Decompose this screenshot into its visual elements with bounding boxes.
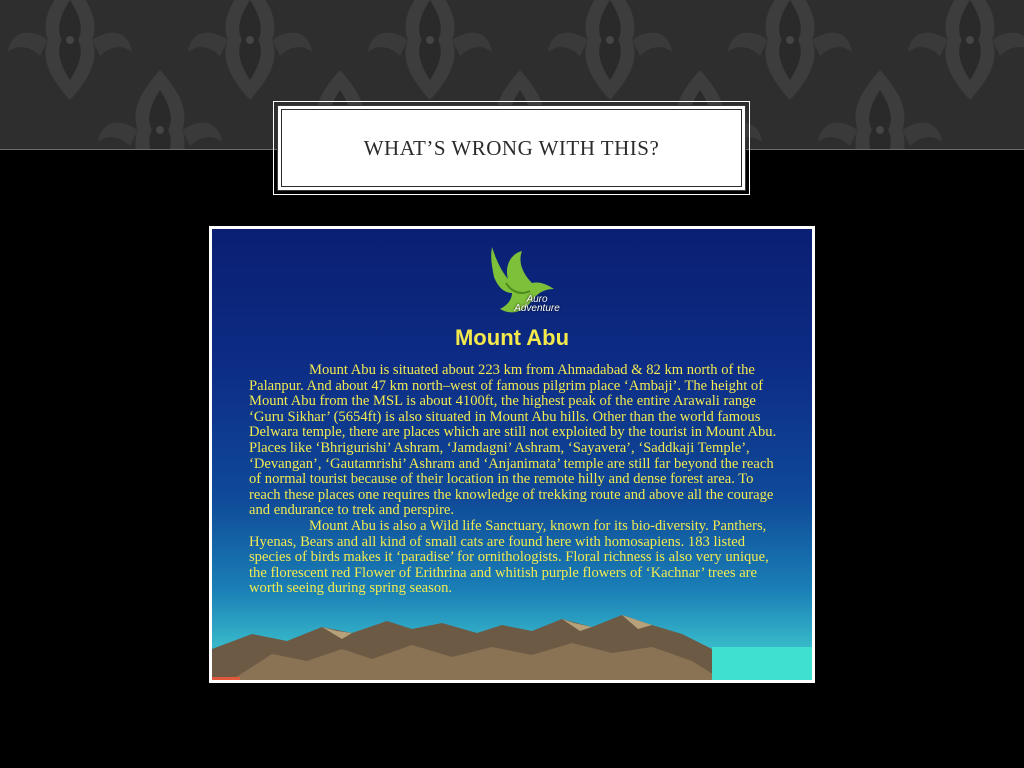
logo-text-line2: Adventure [514, 303, 560, 314]
slide-title: WHAT’S WRONG WITH THIS? [363, 135, 660, 160]
corner-marker [212, 677, 240, 680]
logo-text-line1: Auro [526, 294, 548, 305]
screenshot-heading: Mount Abu [454, 325, 570, 350]
title-box-inner-border [281, 109, 742, 187]
embedded-screenshot [212, 229, 812, 680]
logo-text [502, 295, 572, 313]
title-box [277, 105, 746, 191]
screenshot-body-text [249, 363, 787, 597]
paragraph-1: Mount Abu is situated about 223 km from Ahmadabad & 82 km north of the Palanpur. And about 47 km north–west of famous pilgrim place ‘Ambaji’. The height of Mount Abu from the MSL is about 4100ft, the highest peak of the entire Arawali range ‘Guru Sikhar’ (5654ft) is also situated in Mount Abu hills. Other than the world famous Delwara temple, there are places which are still not exploited by the tourist in Mount Abu. Places like ‘Bhrigurishi’ Ashram, ‘Jamdagni’ Ashram, ‘Sayavera’, ‘Saddkaji Temple’, ‘Devangan’, ‘Gautamrishi’ Ashram and ‘Anjanimata’ temple are still far beyond the reach of normal tourist because of their location in the remote hilly and dense forest area. To reach these places one requires the knowledge of trekking route and above all the courage and endurance to trek and perspire. [249, 362, 777, 519]
paragraph-2: Mount Abu is also a Wild life Sanctuary, known for its bio-diversity. Panthers, Hyenas, Bears and all kind of small cats are found here with homosapiens. 183 listed species of birds makes it ‘paradise’ for ornithologists. Floral richness is also very unique, the florescent red Flower of Erithrina and whitish purple flowers of ‘Kachnar’ trees are worth seeing during spring season. [249, 517, 769, 597]
embedded-screenshot-frame [209, 226, 815, 683]
